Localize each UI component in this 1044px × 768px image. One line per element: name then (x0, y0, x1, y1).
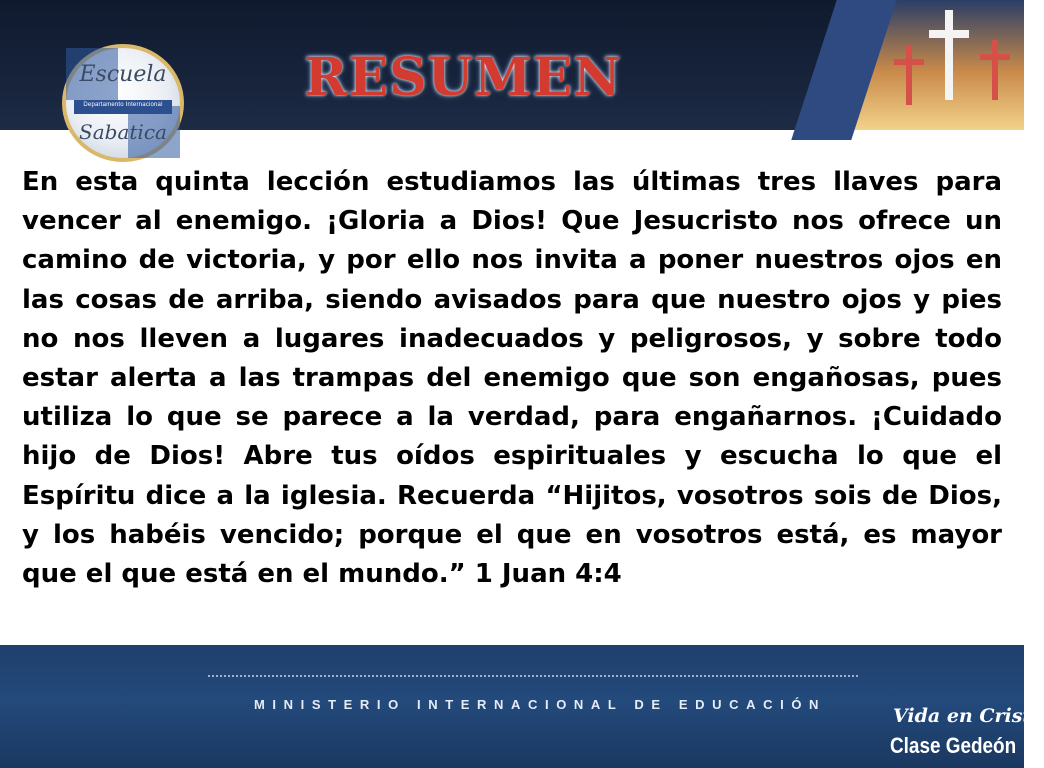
crosses-illustration (844, 0, 1024, 130)
logo-bottom-text: Sabatica (79, 120, 167, 144)
footer-banner (0, 645, 1044, 768)
cross-right-icon (980, 40, 1010, 100)
decorative-stripe (791, 0, 896, 140)
page-title: RESUMEN (304, 47, 622, 108)
logo-band-text: Departamento Internacional (83, 102, 163, 108)
cross-left-icon (894, 45, 924, 105)
brand-script: Vida en Cristo (893, 705, 1044, 727)
escuela-sabatica-logo (62, 44, 184, 162)
logo-top-text: Escuela (79, 62, 167, 87)
ministry-label: MINISTERIO INTERNACIONAL DE EDUCACIÓN (254, 697, 827, 712)
brand-name: Clase Gedeón (890, 733, 1017, 758)
cross-center-icon (929, 10, 969, 100)
dotted-divider (208, 675, 858, 677)
summary-paragraph: En esta quinta lección estudiamos las últimas tres llaves para vencer al enemigo. ¡Gloria a Dios! Que Jesucristo nos ofrece un camino de victoria, y por ello nos invita a poner nuestros ojos en las cosas de arriba, siendo avisados para que nuestro ojos y pies no nos lleven a lugares inadecuados y peligrosos, y sobre todo estar alerta a las trampas del enemigo que son engañosas, pues utiliza lo que se parece a la verdad, para engañarnos. ¡Cuidado hijo de Dios! Abre tus oídos espirituales y escucha lo que el Espíritu dice a la iglesia. Recuerda “Hijitos, vosotros sois de Dios, y los habéis vencido; porque el que en vosotros está, es mayor que el que está en el mundo.” 1 Juan 4:4 (22, 167, 1002, 590)
